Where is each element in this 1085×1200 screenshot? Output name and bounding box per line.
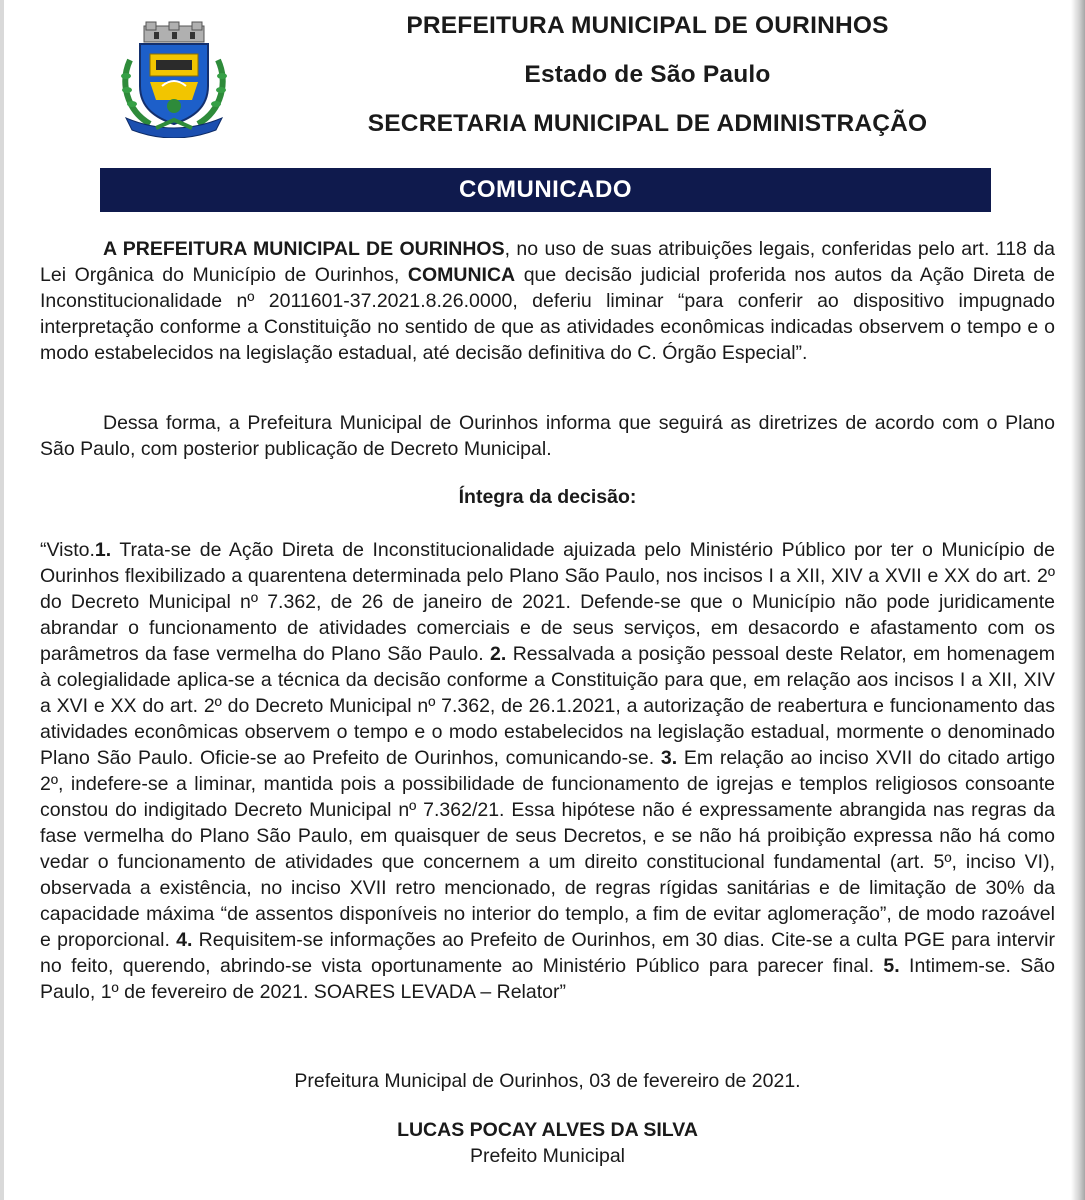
header-state: Estado de São Paulo: [524, 61, 771, 88]
item-number: 5.: [883, 955, 900, 977]
paragraph-text: que decisão judicial proferida nos autos da Ação Direta de Inconstitucionalidade nº 2011601-37.2021.8.26.0000, deferiu liminar “para conferir ao dispositivo impugnado interpretação conforme a Constituição no sentido de que as atividades econômicas indicadas observem o tempo e o modo estabelecidos na legislação estadual, até decisão definitiva do C. Órgão Especial”.: [40, 264, 1055, 364]
paragraph-guidelines: Dessa forma, a Prefeitura Municipal de Ourinhos informa que seguirá as diretrizes de acordo com o Plano São Paulo, com posterior publicação de Decreto Municipal.: [40, 412, 1055, 460]
decision-text: “Visto.: [40, 539, 95, 561]
comunicado-banner: COMUNICADO: [100, 168, 991, 212]
paragraph-text: , no uso de suas atribuições legais, conferidas pelo art. 118 da Lei Orgânica do Município de Ourinhos,: [40, 238, 1055, 286]
paragraph-decision: [40, 537, 1055, 1005]
bold-comunica: COMUNICA: [407, 264, 516, 286]
header-secretariat: SECRETARIA MUNICIPAL DE ADMINISTRAÇÃO: [367, 110, 928, 137]
closing-date-line: Prefeitura Municipal de Ourinhos, 03 de fevereiro de 2021.: [294, 1070, 801, 1092]
integra-heading: Íntegra da decisão:: [458, 486, 637, 508]
item-number: 4.: [176, 929, 193, 951]
decision-text: Requisitem-se informações ao Prefeito de Ourinhos, em 30 dias. Cite-se a culta PGE para intervir no feito, querendo, abrindo-se vista oportunamente ao Ministério Público para parecer final.: [40, 929, 1055, 977]
bold-lead: A PREFEITURA MUNICIPAL DE OURINHOS: [103, 238, 505, 260]
page-left-border: [0, 0, 4, 1200]
page-right-shadow: [1071, 0, 1085, 1200]
decision-text: Ressalvada a posição pessoal deste Relator, em homenagem à colegialidade aplica-se a técnica da decisão conforme a Constituição para que, em relação aos incisos I a XII, XIV a XVI e XX do art. 2º do Decreto Municipal nº 7.362, de 26.1.2021, a autorização de reabertura e funcionamento das atividades econômicas observem o tempo e o modo estabelecidos na legislação estadual, mormente o denominado Plano São Paulo. Oficie-se ao Prefeito de Ourinhos, comunicando-se.: [40, 643, 1055, 769]
header-municipality: PREFEITURA MUNICIPAL DE OURINHOS: [406, 12, 889, 39]
signatory-name: LUCAS POCAY ALVES DA SILVA: [397, 1119, 698, 1141]
item-number: 2.: [490, 643, 507, 665]
signatory-role: Prefeito Municipal: [470, 1145, 625, 1167]
decision-text: Em relação ao inciso XVII do citado artigo 2º, indefere-se a liminar, mantida pois a possibilidade de funcionamento de igrejas e templos religiosos consoante constou do indigitado Decreto Municipal nº 7.362/21. Essa hipótese não é expressamente abrangida nas regras da fase vermelha do Plano São Paulo, em quaisquer de seus Decretos, e se não há proibição expressa não há como vedar o funcionamento de atividades que concernem a um direito constitucional fundamental (art. 5º, inciso VI), observada a existência, no inciso XVII retro mencionado, de regras rígidas sanitárias e de limitação de 30% da capacidade máxima “de assentos disponíveis no interior do templo, a fim de evitar aglomeração”, de modo razoável e proporcional.: [40, 747, 1055, 951]
item-number: 1.: [94, 539, 112, 561]
item-number: 3.: [660, 747, 678, 769]
paragraph-announcement: [40, 236, 1055, 366]
ourinhos-coat-of-arms-icon: [116, 20, 232, 138]
decision-text: Trata-se de Ação Direta de Inconstitucionalidade ajuizada pelo Ministério Público por ter o Município de Ourinhos flexibilizado a quarentena determinada pelo Plano São Paulo, nos incisos I a XII, XIV a XVII e XX do art. 2º do Decreto Municipal nº 7.362, de 26 de janeiro de 2021. Defende-se que o Município não pode juridicamente abrandar o funcionamento de atividades comerciais e de seus serviços, em desacordo e afastamento com os parâmetros da fase vermelha do Plano São Paulo.: [40, 539, 1055, 665]
decision-text: Intimem-se. São Paulo, 1º de fevereiro de 2021. SOARES LEVADA – Relator”: [40, 955, 1055, 1003]
